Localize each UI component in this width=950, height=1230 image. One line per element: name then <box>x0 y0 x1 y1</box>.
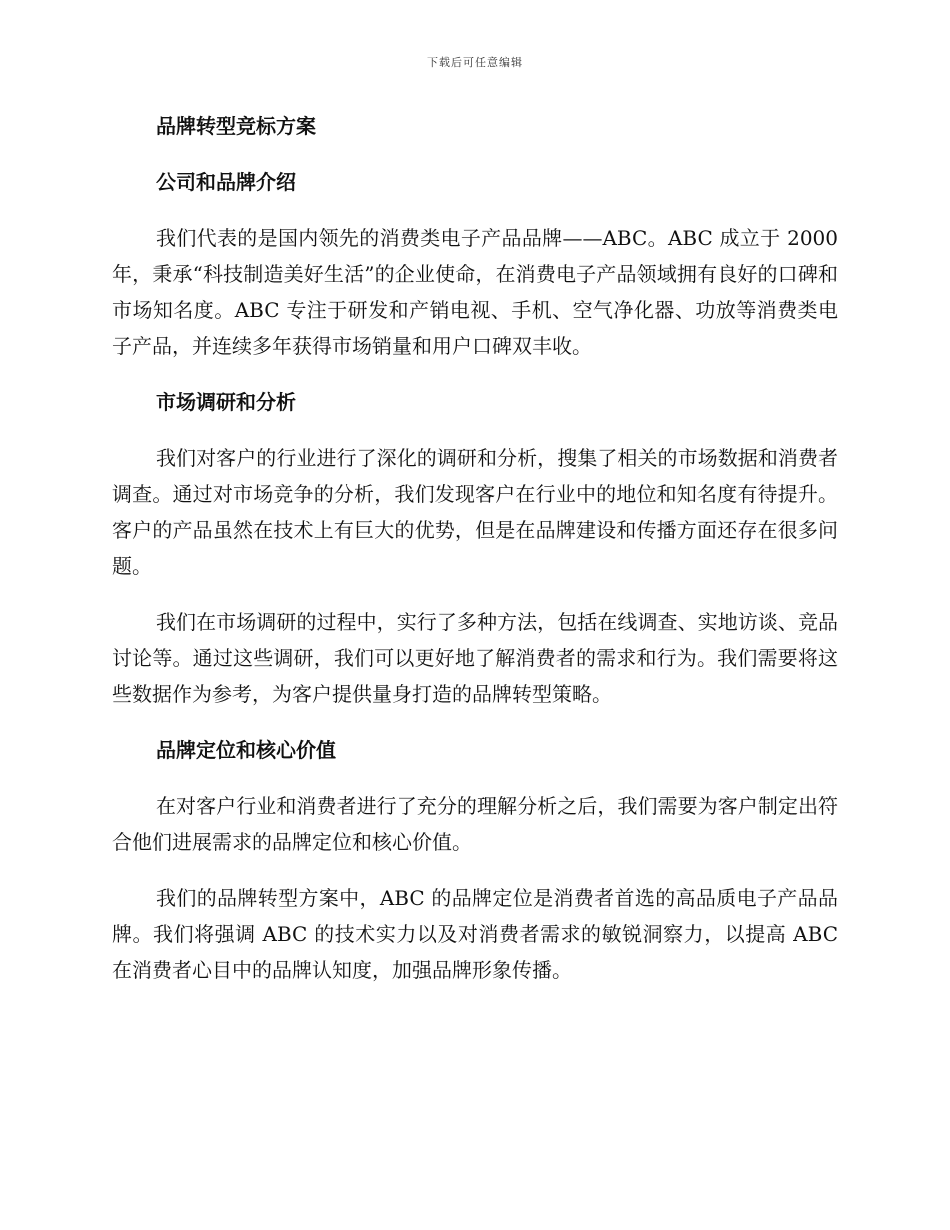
paragraph-market-research-1: 我们对客户的行业进行了深化的调研和分析，搜集了相关的市场数据和消费者调查。通过对市场竞争的分析，我们发现客户在行业中的地位和知名度有待提升。客户的产品虽然在技术上有巨大的优势，但是在品牌建设和传播方面还存在很多问题。 <box>112 446 838 578</box>
section-heading-brand-positioning: 品牌定位和核心价值 <box>156 738 336 762</box>
header-note: 下载后可任意编辑 <box>427 56 523 69</box>
paragraph-brand-positioning-2: 我们的品牌转型方案中，ABC 的品牌定位是消费者首选的高品质电子产品品牌。我们将强调 ABC 的技术实力以及对消费者需求的敏锐洞察力，以提高 ABC 在消费者心目中的品牌认知度，加强品牌形象传播。 <box>112 886 838 982</box>
paragraph-market-research-2: 我们在市场调研的过程中，实行了多种方法，包括在线调查、实地访谈、竞品讨论等。通过这些调研，我们可以更好地了解消费者的需求和行为。我们需要将这些数据作为参考，为客户提供量身打造的品牌转型策略。 <box>112 610 838 706</box>
paragraph-company-intro: 我们代表的是国内领先的消费类电子产品品牌——ABC。ABC 成立于 2000 年，秉承“科技制造美好生活”的企业使命，在消费电子产品领域拥有良好的口碑和市场知名度。ABC 专注于研发和产销电视、手机、空气净化器、功放等消费类电子产品，并连续多年获得市场销量和用户口碑双丰收。 <box>112 226 838 358</box>
document-body <box>112 108 838 1008</box>
section-heading-company-intro: 公司和品牌介绍 <box>156 170 296 194</box>
section-heading-market-research: 市场调研和分析 <box>156 390 296 414</box>
paragraph-brand-positioning-1: 在对客户行业和消费者进行了充分的理解分析之后，我们需要为客户制定出符合他们进展需求的品牌定位和核心价值。 <box>112 794 838 854</box>
document-title: 品牌转型竞标方案 <box>156 114 316 138</box>
